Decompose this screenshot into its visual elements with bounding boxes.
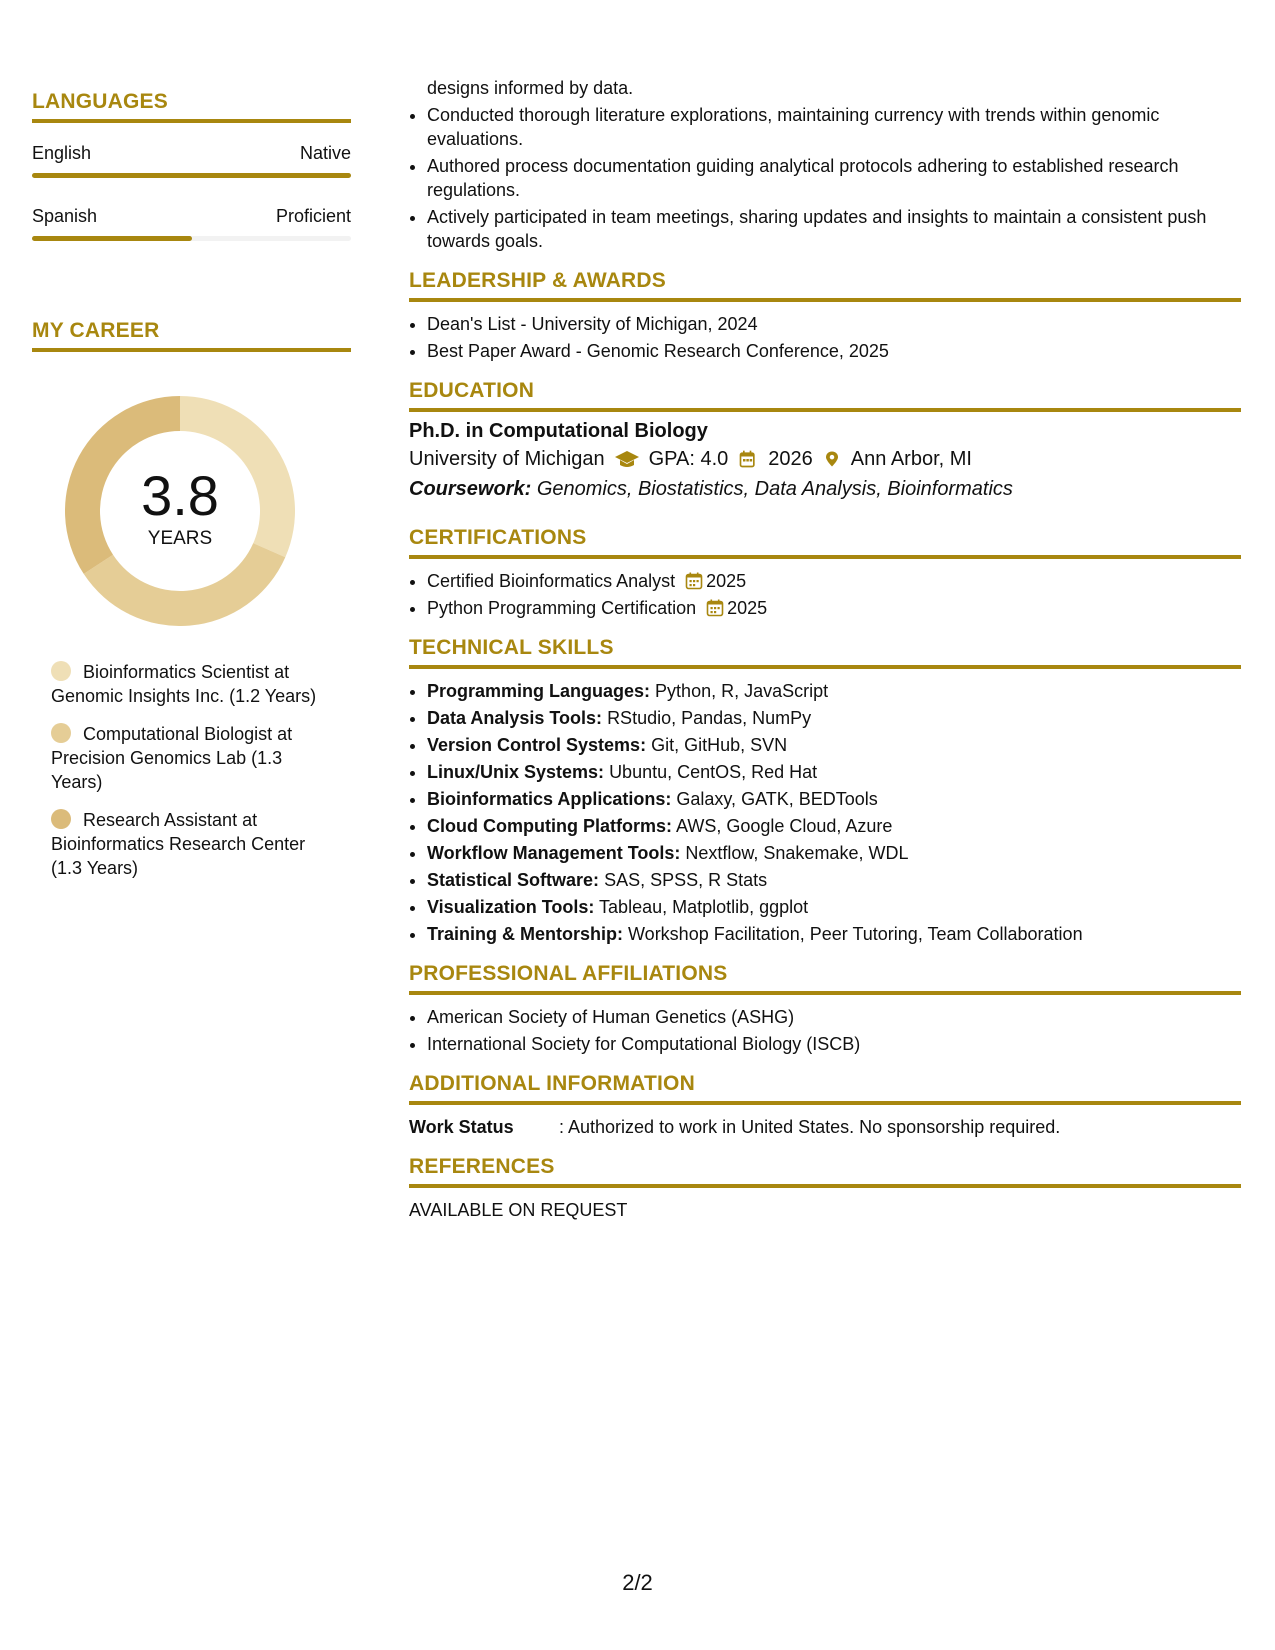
career-donut-chart	[65, 396, 295, 626]
school-location: Ann Arbor, MI	[850, 448, 972, 470]
references-title: REFERENCES	[409, 1155, 1241, 1188]
education-details	[409, 444, 1241, 474]
career-legend	[51, 660, 331, 880]
certifications-title: CERTIFICATIONS	[409, 526, 1241, 559]
career-title: MY CAREER	[32, 319, 351, 352]
list-item: • Conducted thorough literature explorations, maintaining currency with trends within genomic evaluations.	[427, 103, 1241, 151]
affiliations-section	[409, 962, 1241, 1056]
additional-section	[409, 1072, 1241, 1139]
skill-value: Nextflow, Snakemake, WDL	[685, 843, 909, 863]
list-item	[427, 895, 1241, 919]
work-status-row	[409, 1115, 1241, 1139]
legend-label: Bioinformatics Scientist at Genomic Insights Inc. (1.2 Years)	[51, 662, 317, 706]
skill-value: Workshop Facilitation, Peer Tutoring, Team Collaboration	[628, 924, 1083, 944]
leadership-title: LEADERSHIP & AWARDS	[409, 269, 1241, 302]
education-title: EDUCATION	[409, 379, 1241, 412]
references-text: AVAILABLE ON REQUEST	[409, 1200, 628, 1220]
career-total-unit: YEARS	[147, 528, 213, 549]
list-item	[427, 679, 1241, 703]
skill-value: Galaxy, GATK, BEDTools	[676, 789, 878, 809]
graduation-year: 2026	[768, 448, 813, 470]
skill-value: RStudio, Pandas, NumPy	[607, 708, 812, 728]
legend-item	[51, 808, 331, 880]
experience-bullets	[409, 103, 1241, 253]
list-item	[427, 596, 1241, 620]
skills-section	[409, 636, 1241, 946]
skill-label: Version Control Systems:	[427, 735, 647, 755]
right-column	[409, 76, 1241, 1222]
skill-value: Git, GitHub, SVN	[651, 735, 788, 755]
list-item: • Actively participated in team meetings, sharing updates and insights to maintain a consistent push towards goals.	[427, 205, 1241, 253]
skill-label: Programming Languages:	[427, 681, 651, 701]
languages-title: LANGUAGES	[32, 90, 351, 123]
list-item	[427, 569, 1241, 593]
cert-year: 2025	[706, 571, 747, 591]
calendar-icon	[685, 572, 703, 590]
skill-label: Data Analysis Tools:	[427, 708, 603, 728]
list-item	[427, 922, 1241, 946]
legend-dot	[51, 723, 71, 743]
references-section	[409, 1155, 1241, 1222]
work-status-label: Work Status	[409, 1117, 514, 1137]
language-name: English	[32, 143, 92, 163]
list-item: • Best Paper Award - Genomic Research Conference, 2025	[427, 339, 1241, 363]
education-section	[409, 379, 1241, 504]
language-bar-track	[32, 173, 351, 178]
cert-year: 2025	[727, 598, 768, 618]
leadership-section	[409, 269, 1241, 363]
coursework-label: Coursework:	[409, 478, 532, 500]
cert-name: Python Programming Certification	[427, 598, 697, 618]
left-column	[32, 90, 351, 894]
map-pin-icon	[823, 449, 841, 469]
skill-label: Cloud Computing Platforms:	[427, 816, 672, 836]
certifications-section	[409, 526, 1241, 620]
skill-value: Tableau, Matplotlib, ggplot	[599, 897, 809, 917]
list-item: • Authored process documentation guiding analytical protocols adhering to established research regulations.	[427, 154, 1241, 202]
list-item	[427, 868, 1241, 892]
additional-title: ADDITIONAL INFORMATION	[409, 1072, 1241, 1105]
list-item: • Dean's List - University of Michigan, 2024	[427, 312, 1241, 336]
language-name: Spanish	[32, 206, 98, 226]
skill-label: Linux/Unix Systems:	[427, 762, 605, 782]
school-name: University of Michigan	[409, 448, 605, 470]
list-item	[427, 733, 1241, 757]
language-level: Proficient	[275, 206, 351, 226]
career-total-years: 3.8	[141, 464, 219, 527]
page-number: 2/2	[622, 1570, 653, 1595]
skill-label: Bioinformatics Applications:	[427, 789, 672, 809]
legend-dot	[51, 809, 71, 829]
skill-label: Training & Mentorship:	[427, 924, 623, 944]
list-item	[427, 760, 1241, 784]
experience-continued-text: designs informed by data.	[427, 78, 634, 98]
skill-value: Python, R, JavaScript	[655, 681, 829, 701]
skill-value: Ubuntu, CentOS, Red Hat	[609, 762, 818, 782]
legend-label: Computational Biologist at Precision Genomics Lab (1.3 Years)	[51, 724, 293, 792]
list-item	[427, 814, 1241, 838]
calendar-icon	[738, 449, 758, 469]
language-bar-track	[32, 236, 351, 241]
skill-value: SAS, SPSS, R Stats	[604, 870, 768, 890]
work-status-value: : Authorized to work in United States. No sponsorship required.	[559, 1117, 1061, 1137]
coursework	[409, 474, 1241, 504]
calendar-icon	[706, 599, 724, 617]
skill-value: AWS, Google Cloud, Azure	[676, 816, 893, 836]
skills-title: TECHNICAL SKILLS	[409, 636, 1241, 669]
gpa: GPA: 4.0	[648, 448, 729, 470]
language-bar-fill	[32, 173, 351, 178]
cert-name: Certified Bioinformatics Analyst	[427, 571, 676, 591]
list-item: • International Society for Computational Biology (ISCB)	[427, 1032, 1241, 1056]
legend-label: Research Assistant at Bioinformatics Research Center (1.3 Years)	[51, 810, 306, 878]
legend-dot	[51, 661, 71, 681]
list-item: • American Society of Human Genetics (ASHG)	[427, 1005, 1241, 1029]
skill-label: Workflow Management Tools:	[427, 843, 681, 863]
skill-label: Statistical Software:	[427, 870, 600, 890]
skill-label: Visualization Tools:	[427, 897, 595, 917]
list-item	[427, 706, 1241, 730]
list-item	[427, 841, 1241, 865]
degree-title: Ph.D. in Computational Biology	[409, 420, 708, 442]
legend-item	[51, 722, 331, 794]
legend-item	[51, 660, 331, 708]
language-bar-fill	[32, 236, 192, 241]
language-level: Native	[299, 143, 351, 163]
language-spanish	[32, 206, 351, 241]
language-english	[32, 143, 351, 178]
graduation-cap-icon	[615, 449, 639, 469]
affiliations-title: PROFESSIONAL AFFILIATIONS	[409, 962, 1241, 995]
coursework-list: Genomics, Biostatistics, Data Analysis, Bioinformatics	[536, 478, 1013, 500]
list-item	[427, 787, 1241, 811]
